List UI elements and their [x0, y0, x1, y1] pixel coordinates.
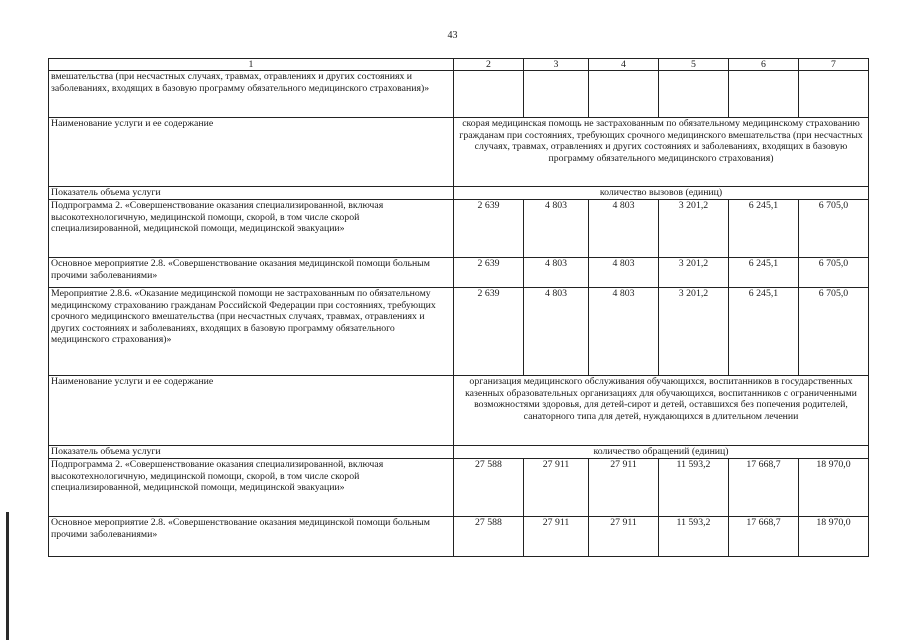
value-cell: 2 639 — [454, 288, 524, 376]
volume-unit: количество обращений (единиц) — [454, 446, 869, 459]
table-row — [49, 288, 869, 376]
value-cell — [454, 71, 524, 118]
value-cell: 27 911 — [524, 517, 589, 557]
value-cell: 3 201,2 — [659, 258, 729, 288]
value-cell — [524, 71, 589, 118]
value-cell: 6 705,0 — [799, 258, 869, 288]
row-label: Показатель объема услуги — [49, 187, 454, 200]
service-name-row — [49, 376, 869, 446]
column-number: 5 — [659, 59, 729, 71]
value-cell: 4 803 — [524, 288, 589, 376]
value-cell: 27 911 — [524, 459, 589, 517]
value-cell: 4 803 — [524, 258, 589, 288]
value-cell: 18 970,0 — [799, 517, 869, 557]
value-cell: 17 668,7 — [729, 517, 799, 557]
value-cell: 3 201,2 — [659, 200, 729, 258]
column-number: 7 — [799, 59, 869, 71]
value-cell: 27 588 — [454, 459, 524, 517]
row-label: Наименование услуги и ее содержание — [49, 118, 454, 187]
value-cell: 27 588 — [454, 517, 524, 557]
value-cell: 6 705,0 — [799, 200, 869, 258]
value-cell: 17 668,7 — [729, 459, 799, 517]
value-cell: 11 593,2 — [659, 459, 729, 517]
volume-indicator-row — [49, 446, 869, 459]
service-volume-table — [48, 58, 869, 557]
column-number: 3 — [524, 59, 589, 71]
row-label: Основное мероприятие 2.8. «Совершенствование оказания медицинской помощи больным прочими заболеваниями» — [49, 517, 454, 557]
column-number: 1 — [49, 59, 454, 71]
scan-edge-artifact — [6, 512, 9, 640]
table-row — [49, 459, 869, 517]
value-cell: 27 911 — [589, 517, 659, 557]
table-row — [49, 200, 869, 258]
row-label: вмешательства (при несчастных случаях, травмах, отравлениях и других состояниях и заболеваниях, входящих в базовую программу обязательного медицинского страхования)» — [49, 71, 454, 118]
value-cell: 4 803 — [589, 288, 659, 376]
value-cell: 6 245,1 — [729, 258, 799, 288]
table-row — [49, 517, 869, 557]
column-number: 2 — [454, 59, 524, 71]
value-cell: 2 639 — [454, 200, 524, 258]
row-label: Подпрограмма 2. «Совершенствование оказания специализированной, включая высокотехнологичную, медицинской помощи, скорой, в том числе скорой специализированной, медицинской помощи, медицинской эвакуации» — [49, 459, 454, 517]
volume-indicator-row — [49, 187, 869, 200]
value-cell: 4 803 — [589, 200, 659, 258]
service-name-row — [49, 118, 869, 187]
value-cell — [799, 71, 869, 118]
row-label: Мероприятие 2.8.6. «Оказание медицинской помощи не застрахованным по обязательному медицинскому страхованию гражданам Российской Федерации при состояниях, требующих срочного медицинского вмешательства (при несчастных случаях, травмах, отравлениях и других состояниях и заболеваниях, входящих в базовую программу обязательного медицинского страхования)» — [49, 288, 454, 376]
row-label: Основное мероприятие 2.8. «Совершенствование оказания медицинской помощи больным прочими заболеваниями» — [49, 258, 454, 288]
volume-unit: количество вызовов (единиц) — [454, 187, 869, 200]
value-cell — [659, 71, 729, 118]
value-cell: 3 201,2 — [659, 288, 729, 376]
table-row — [49, 71, 869, 118]
value-cell: 4 803 — [589, 258, 659, 288]
value-cell: 6 705,0 — [799, 288, 869, 376]
row-label: Наименование услуги и ее содержание — [49, 376, 454, 446]
value-cell: 27 911 — [589, 459, 659, 517]
column-number: 4 — [589, 59, 659, 71]
value-cell: 18 970,0 — [799, 459, 869, 517]
service-description: скорая медицинская помощь не застрахованным по обязательному медицинскому страхованию гражданам при состояниях, требующих срочного медицинского вмешательства (при несчастных случаях, травмах, отравлениях и других состояниях и заболеваниях, входящих в базовую программу обязательного медицинского страхования) — [454, 118, 869, 187]
value-cell — [589, 71, 659, 118]
column-number: 6 — [729, 59, 799, 71]
row-label: Показатель объема услуги — [49, 446, 454, 459]
column-number-row — [49, 59, 869, 71]
service-description: организация медицинского обслуживания обучающихся, воспитанников в государственных казенных образовательных организациях для обучающихся, воспитанников с ограниченными возможностями здоровья, для детей-сирот и детей, оставшихся без попечения родителей, санаторного типа для детей, нуждающихся в длительном лечении — [454, 376, 869, 446]
value-cell: 4 803 — [524, 200, 589, 258]
table-row — [49, 258, 869, 288]
page-number: 43 — [447, 30, 458, 41]
row-label: Подпрограмма 2. «Совершенствование оказания специализированной, включая высокотехнологичную, медицинской помощи, скорой, в том числе скорой специализированной, медицинской помощи, медицинской эвакуации» — [49, 200, 454, 258]
value-cell — [729, 71, 799, 118]
value-cell: 6 245,1 — [729, 288, 799, 376]
value-cell: 2 639 — [454, 258, 524, 288]
value-cell: 11 593,2 — [659, 517, 729, 557]
value-cell: 6 245,1 — [729, 200, 799, 258]
